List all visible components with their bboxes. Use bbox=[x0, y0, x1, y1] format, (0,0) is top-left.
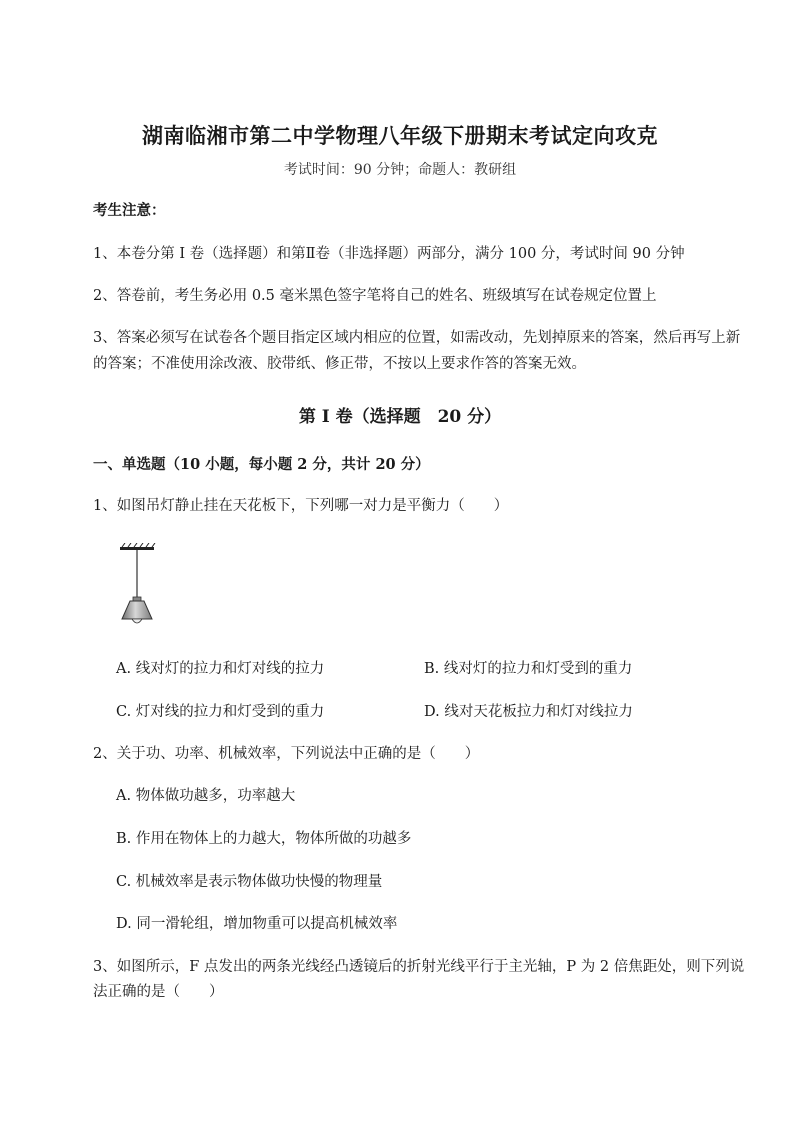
ceiling-mount bbox=[120, 543, 155, 550]
lamp-bulb bbox=[132, 619, 142, 623]
option-c[interactable]: C. 灯对线的拉力和灯受到的重力 bbox=[116, 704, 325, 720]
lamp-shade bbox=[122, 601, 152, 619]
option-a[interactable]: A. 物体做功越多，功率越大 bbox=[116, 788, 296, 804]
notice-item: 的答案；不准使用涂改液、胶带纸、修正带，不按以上要求作答的答案无效。 bbox=[93, 356, 586, 372]
notice-item: 3、答案必须写在试卷各个题目指定区域内相应的位置，如需改动，先划掉原来的答案，然后再写上新 bbox=[93, 330, 741, 346]
option-d[interactable]: D. 同一滑轮组，增加物重可以提高机械效率 bbox=[116, 916, 398, 932]
option-c[interactable]: C. 机械效率是表示物体做功快慢的物理量 bbox=[116, 874, 383, 890]
notice-item: 1、本卷分第 I 卷（选择题）和第Ⅱ卷（非选择题）两部分，满分 100 分，考试时间 90 分钟 bbox=[93, 246, 685, 262]
option-b[interactable]: B. 作用在物体上的力越大，物体所做的功越多 bbox=[116, 831, 412, 847]
question-stem-3-cont: 法正确的是（ ） bbox=[93, 984, 224, 1000]
notice-heading: 考生注意： bbox=[93, 202, 166, 219]
part-heading: 一、单选题（10 小题，每小题 2 分，共计 20 分） bbox=[93, 456, 430, 473]
option-d[interactable]: D. 线对天花板拉力和灯对线拉力 bbox=[424, 704, 633, 720]
hanging-lamp-figure bbox=[112, 543, 162, 633]
section-title: 第 I 卷（选择题 20 分） bbox=[298, 407, 502, 427]
option-b[interactable]: B. 线对灯的拉力和灯受到的重力 bbox=[424, 661, 633, 677]
page-title: 湖南临湘市第二中学物理八年级下册期末考试定向攻克 bbox=[142, 123, 658, 148]
exam-info: 考试时间：90 分钟；命题人：教研组 bbox=[283, 162, 517, 178]
notice-item: 2、答卷前，考生务必用 0.5 毫米黑色签字笔将自己的姓名、班级填写在试卷规定位置上 bbox=[93, 288, 657, 304]
question-stem-1: 1、如图吊灯静止挂在天花板下，下列哪一对力是平衡力（ ） bbox=[93, 498, 509, 514]
question-stem-2: 2、关于功、功率、机械效率，下列说法中正确的是（ ） bbox=[93, 746, 480, 762]
option-a[interactable]: A. 线对灯的拉力和灯对线的拉力 bbox=[116, 661, 325, 677]
question-stem-3: 3、如图所示，F 点发出的两条光线经凸透镜后的折射光线平行于主光轴，P 为 2 倍焦距处，则下列说 bbox=[93, 959, 745, 975]
